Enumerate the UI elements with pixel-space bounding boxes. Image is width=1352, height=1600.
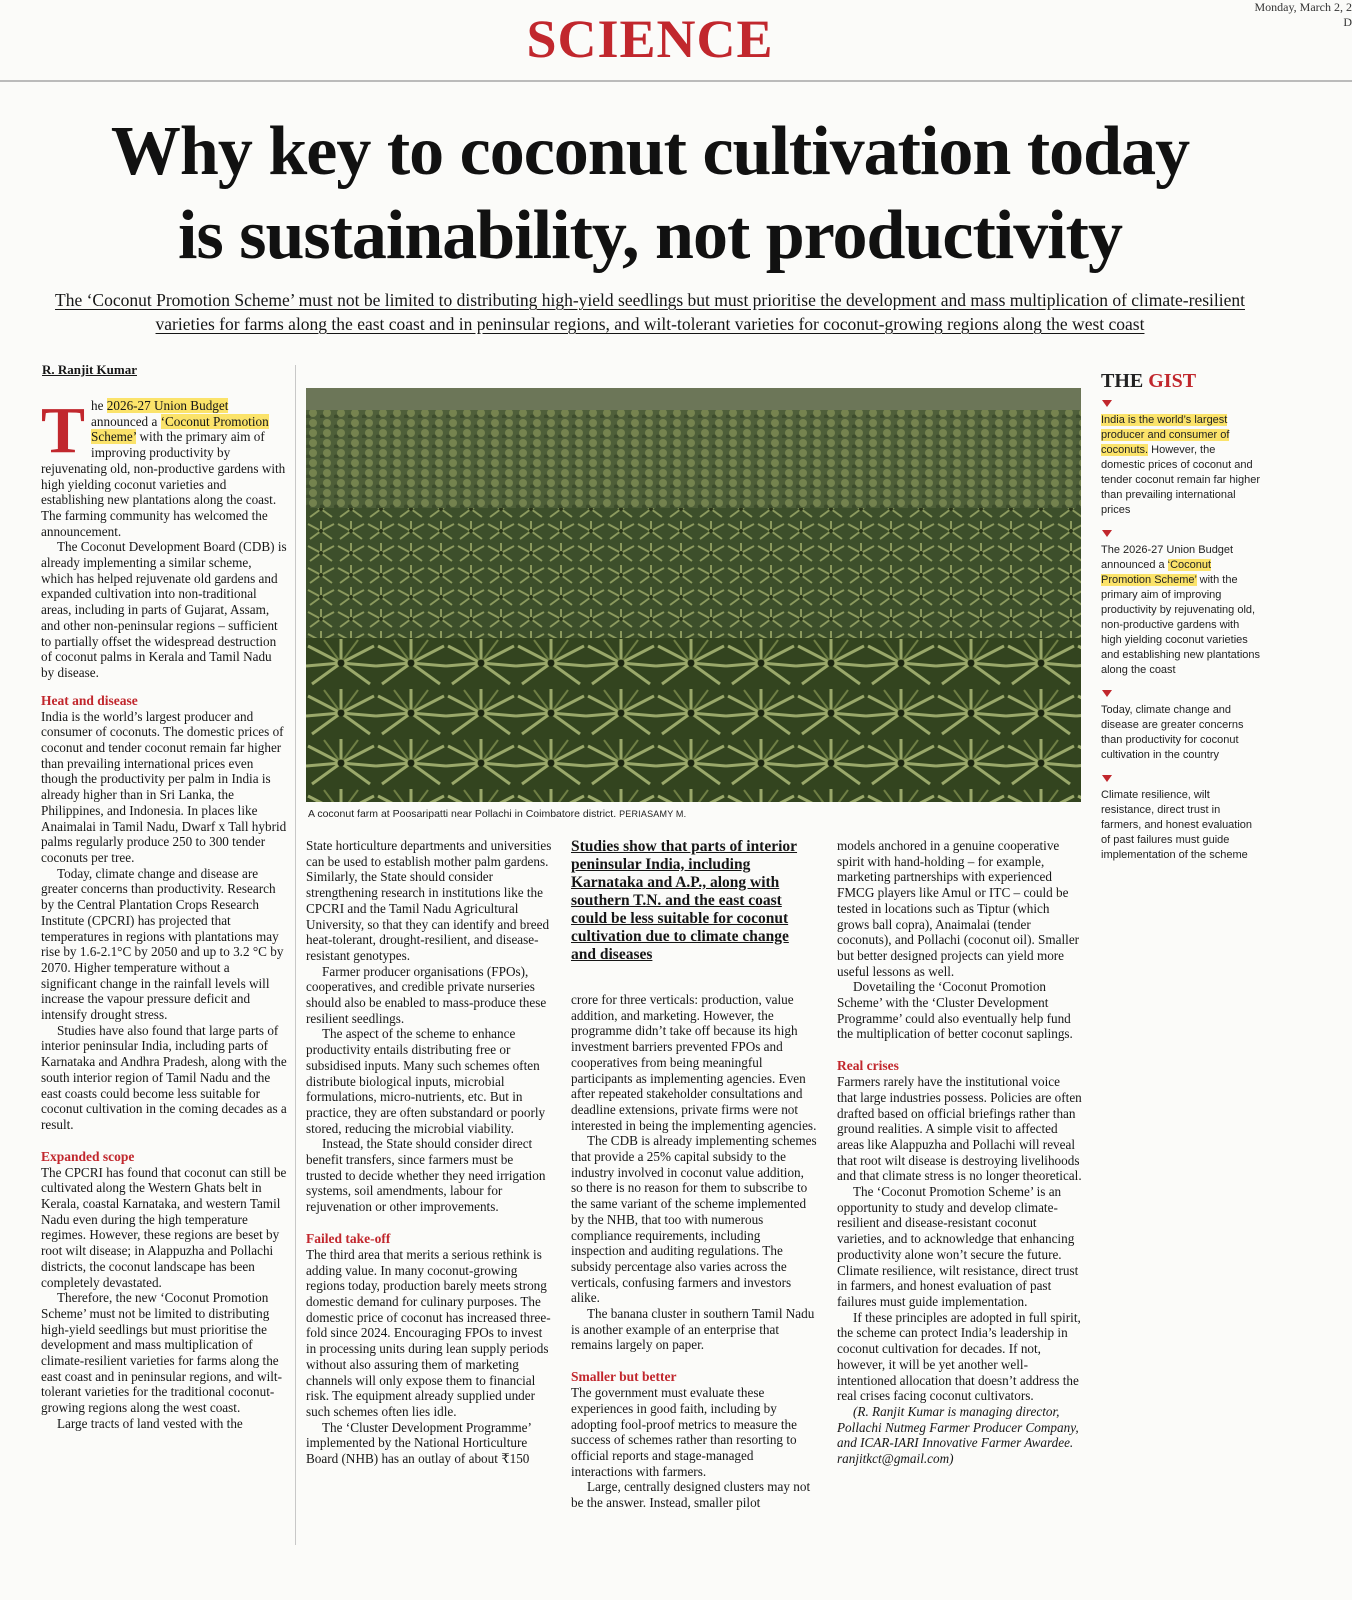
paragraph: Studies have also found that large parts of interior peninsular India, including parts of Karnataka and Andhra Pradesh, along with the south interior region of Tamil Nadu and the east coasts could become less suitable for coconut cultivation in the coming decades as a result.	[41, 1022, 287, 1132]
header-rule	[0, 80, 1352, 82]
triangle-bullet-icon	[1102, 690, 1112, 697]
subhead-expanded-scope: Expanded scope	[41, 1148, 135, 1164]
paragraph: Large tracts of land vested with the	[57, 1415, 243, 1431]
paragraph: The ‘Cluster Development Programme’ implemented by the National Horticulture Board (NHB) has an outlay of about ₹150	[306, 1419, 531, 1467]
triangle-bullet-icon	[1102, 775, 1112, 782]
article-column-4	[837, 838, 1083, 1467]
standfirst: The ‘Coconut Promotion Scheme’ must not be limited to distributing high-yield seedlings but must prioritise the development and mass multiplication of climate-resilient varieties for farms along the east coast and in peninsular regions, and wilt-tolerant varieties for coconut-growing regions along the west coast	[55, 290, 1245, 334]
headline: Why key to coconut cultivation today is sustainability, not productivity	[110, 113, 1190, 274]
gist-item: India is the world’s largest producer and consumer of coconuts. However, the domestic prices of coconut and tender coconut remain far higher than prevailing international prices	[1101, 414, 1260, 516]
triangle-bullet-icon	[1102, 400, 1112, 407]
article-column-1	[41, 394, 287, 1432]
lead-paragraph: The 2026-27 Union Budget announced a ‘Coconut Promotion Scheme’ with the primary aim of improving productivity by rejuvenating old, non-productive gardens with high yielding coconut varieties and establishing new plantations along the coast. The farming community has welcomed the announcement.	[41, 394, 286, 539]
subhead-failed-take-off: Failed take-off	[306, 1230, 391, 1246]
paragraph: Therefore, the new ‘Coconut Promotion Scheme’ must not be limited to distributing high-yield seedlings but must prioritise the development and mass multiplication of climate-resilient varieties for farms along the east coast and in peninsular regions, and wilt-tolerant varieties for the traditional coconut-growing regions along the west coast.	[41, 1290, 282, 1416]
paragraph: India is the world’s largest producer and consumer of coconuts. The domestic prices of coconut and tender coconut remain far higher than prevailing international prices even though the productivity per palm in India is already higher than in Sri Lanka, the Philippines, and Indonesia. In places like Anaimalai in Tamil Nadu, Dwarf x Tall hybrid palms regularly produce 250 to 300 tender coconuts per tree.	[41, 708, 287, 865]
drop-cap: T	[41, 394, 86, 467]
palm-canopy-illustration	[306, 388, 1081, 802]
paragraph: Today, climate change and disease are greater concerns than productivity. Research by the Central Plantation Crops Research Institute (CPCRI) has projected that temperatures in regions with plantations may rise by 1.6-2.1°C by 2050 and up to 3.2 °C by 2070. Higher temperature without a significant change in the rainfall levels will increase the vapour pressure deficit and intensify drought stress.	[41, 865, 284, 1023]
paragraph: The CDB is already implementing schemes that provide a 25% capital subsidy to the industry involved in coconut value addition, so there is no reason for them to subscribe to the same variant of the scheme implemented by the NHB, that too with numerous compliance requirements, including inspection and auditing regulations. The subsidy percentage also varies across the verticals, confusing farmers and investors alike.	[571, 1133, 817, 1306]
issue-date: Monday, March 2, 2 D	[1254, 0, 1352, 29]
byline: R. Ranjit Kumar	[42, 362, 137, 377]
article-column-2	[306, 838, 552, 1467]
paragraph: The banana cluster in southern Tamil Nadu is another example of an enterprise that remains largely on paper.	[571, 1306, 815, 1353]
the-gist-box	[1101, 370, 1261, 875]
paragraph: The aspect of the scheme to enhance productivity entails distributing free or subsidised inputs. Many such schemes often distribute biological inputs, microbial formulations, micro-nutrients, etc. But in practice, they are often substandard or poorly stored, reducing the microbial viability.	[306, 1026, 546, 1136]
paragraph: Instead, the State should consider direct benefit transfers, since farmers must be trusted to decide whether they need irrigation systems, soil amendments, labour for rejuvenation or other improvements.	[306, 1136, 546, 1215]
subhead-real-crises: Real crises	[837, 1058, 899, 1074]
pull-quote: Studies show that parts of interior peninsular India, including Karnataka and A.P., along with southern T.N. and the east coast could be less suitable for coconut cultivation due to climate change and diseases	[571, 838, 798, 963]
paragraph: If these principles are adopted in full spirit, the scheme can protect India’s leadership in coconut cultivation for decades. If not, however, it will be yet another well-intentioned allocation that doesn’t address the real crises facing coconut cultivators.	[837, 1309, 1081, 1404]
subhead-smaller-but-better: Smaller but better	[571, 1369, 677, 1385]
paragraph: The third area that merits a serious rethink is adding value. In many coconut-growing regions today, production barely meets strong domestic demand for culinary purposes. The domestic price of coconut has increased three-fold since 2024. Encouraging FPOs to invest in processing units during lean supply periods without also assuring them of marketing channels will only expose them to financial risk. The equipment already supplied under such schemes often lies idle.	[306, 1246, 551, 1419]
column-divider	[295, 365, 296, 1545]
article-column-3	[571, 838, 817, 1511]
gist-item: Today, climate change and disease are greater concerns than productivity for coconut cultivation in the country	[1101, 704, 1244, 761]
paragraph: The Coconut Development Board (CDB) is already implementing a similar scheme, which has helped rejuvenate old gardens and expanded cultivation into non-traditional areas, including in parts of Gujarat, Assam, and other non-peninsular regions – sufficient to partially offset the widespread destruction of coconut palms in Kerala and Tamil Nadu by disease.	[41, 539, 287, 680]
paragraph: Dovetailing the ‘Coconut Promotion Scheme’ with the ‘Cluster Development Programme’ could also eventually help fund the multiplication of better coconut saplings.	[837, 979, 1073, 1042]
gist-title: THE GIST	[1101, 370, 1197, 392]
paragraph: crore for three verticals: production, value addition, and marketing. However, the programme didn’t take off because its high investment barriers prevented FPOs and cooperatives from being meaningful participants as implementing agencies. Even after repeated stakeholder consultations and deadline extensions, private firms were not interested in being the implementing agencies.	[571, 992, 817, 1133]
photo-caption: A coconut farm at Poosaripatti near Pollachi in Coimbatore district. PERIASAMY M.	[308, 808, 687, 820]
paragraph: The ‘Coconut Promotion Scheme’ is an opportunity to study and develop climate-resilient and disease-resistant coconut varieties, and to acknowledge that enhancing productivity alone won’t secure the future. Climate resilience, wilt resistance, direct trust in farmers, and honest evaluation of past failures must guide implementation.	[837, 1184, 1079, 1309]
gist-item: The 2026-27 Union Budget announced a ‘Coconut Promotion Scheme’ with the primary aim of improving productivity by rejuvenating old, non-productive gardens with high yielding coconut varieties and establishing new plantations along the coast	[1101, 544, 1261, 676]
triangle-bullet-icon	[1102, 530, 1112, 537]
paragraph: The CPCRI has found that coconut can still be cultivated along the Western Ghats belt in Kerala, coastal Karnataka, and western Tamil Nadu even during the high temperature regimes. However, these regions are beset by root wilt disease; in Alappuzha and Pollachi districts, the coconut landscape has been completely devastated.	[41, 1164, 287, 1290]
paragraph: Farmers rarely have the institutional voice that large industries possess. Policies are often drafted based on official briefings rather than ground realities. A simple visit to affected areas like Alappuzha and Pollachi will reveal that root wilt disease is destroying livelihoods and that climate stress is no longer theoretical.	[837, 1074, 1082, 1184]
author-bio: (R. Ranjit Kumar is managing director, Pollachi Nutmeg Farmer Producer Company, and ICAR-IARI Innovative Farmer Awardee. ranjitkct@gmail.com)	[837, 1403, 1079, 1467]
paragraph: models anchored in a genuine cooperative spirit with hand-holding – for example, marketing partnerships with experienced FMCG players like Amul or ITC – could be tested in locations such as Tiptur (which grows ball copra), Anaimalai (tender coconuts), and Pollachi (coconut oil). Smaller but better designed projects can yield more useful lessons as well.	[837, 838, 1080, 979]
paragraph: The government must evaluate these experiences in good faith, including by adopting fool-proof metrics to measure the success of schemes rather than resorting to official reports and stage-managed interactions with farmers.	[571, 1385, 797, 1479]
paragraph: Farmer producer organisations (FPOs), cooperatives, and credible private nurseries should also be enabled to mass-produce these resilient seedlings.	[306, 963, 547, 1026]
section-title: SCIENCE	[526, 9, 774, 69]
paragraph: State horticulture departments and universities can be used to establish mother palm gardens. Similarly, the State should consider strengthening research in institutions like the CPCRI and the Tamil Nadu Agricultural University, so that they can identify and breed heat-tolerant, drought-resilient, and disease-resistant genotypes.	[306, 838, 552, 963]
photo-credit: PERIASAMY M.	[619, 809, 687, 819]
subhead-heat-and-disease: Heat and disease	[41, 692, 138, 708]
paragraph: Large, centrally designed clusters may not be the answer. Instead, smaller pilot	[571, 1479, 811, 1511]
coconut-farm-photo	[306, 388, 1081, 802]
gist-item: Climate resilience, wilt resistance, direct trust in farmers, and honest evaluation of past failures must guide implementation of the scheme	[1101, 789, 1253, 861]
